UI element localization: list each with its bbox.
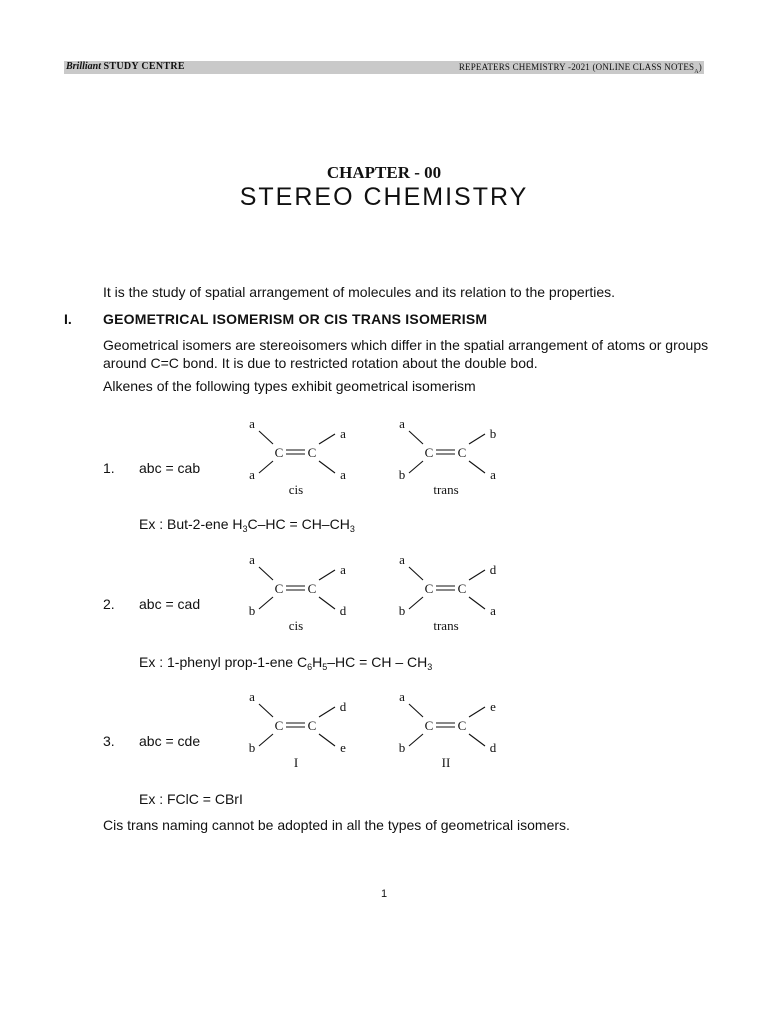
page-title: STEREO CHEMISTRY	[239, 183, 529, 211]
carbon-atom-left: C	[424, 581, 434, 596]
substituent-bottom-left: b	[398, 603, 406, 618]
bond-bottom-right	[469, 734, 485, 746]
structure-cis	[238, 548, 368, 638]
bond-top-right	[319, 707, 335, 717]
structure-trans	[388, 412, 518, 502]
carbon-atom-right: C	[307, 581, 317, 596]
bond-bottom-left	[259, 597, 273, 609]
structure-caption: I	[293, 755, 299, 770]
substituent-bottom-right: d	[489, 740, 497, 755]
bond-top-right	[319, 434, 335, 444]
substituent-bottom-right: d	[339, 603, 347, 618]
types-intro: Alkenes of the following types exhibit geometrical isomerism	[103, 378, 476, 394]
section-paragraph: Geometrical isomers are stereoisomers which differ in the spatial arrangement of atoms or groups around C=C bond. It is due to restricted rotation about the double bod.	[103, 337, 709, 371]
structure-caption: trans	[433, 618, 459, 633]
structure-caption: trans	[433, 482, 459, 497]
carbon-atom-left: C	[274, 445, 284, 460]
substituent-bottom-right: a	[340, 467, 346, 482]
case-number: 3.	[103, 733, 115, 749]
substituent-bottom-right: a	[490, 603, 496, 618]
page-number: 1	[380, 888, 388, 900]
bond-top-left	[259, 704, 273, 717]
substituent-bottom-left: b	[398, 740, 406, 755]
carbon-atom-left: C	[274, 581, 284, 596]
substituent-top-right: b	[489, 426, 497, 441]
substituent-top-left: a	[399, 416, 405, 431]
substituent-bottom-left: b	[248, 740, 256, 755]
bond-bottom-left	[409, 597, 423, 609]
bond-bottom-left	[409, 734, 423, 746]
structure-caption: II	[441, 755, 451, 770]
case-number: 1.	[103, 460, 115, 476]
section-heading: GEOMETRICAL ISOMERISM OR CIS TRANS ISOMERISM	[103, 311, 488, 327]
example-text: Ex : But-2-ene $H_3C-HC = CH-CH_3$	[139, 516, 355, 534]
case-type: abc = cde	[139, 733, 201, 749]
carbon-atom-right: C	[457, 445, 467, 460]
bond-top-left	[259, 431, 273, 444]
bond-top-right	[319, 570, 335, 580]
bond-bottom-right	[319, 597, 335, 609]
structure-trans	[388, 548, 518, 638]
case-type: abc = cad	[139, 596, 201, 612]
structure-cis	[238, 412, 368, 502]
structure-caption: cis	[288, 482, 304, 497]
example-text: Ex : 1-phenyl prop-1-ene $C_6H_5-HC$ = CH – $CH_3$	[139, 654, 433, 672]
bond-bottom-right	[469, 597, 485, 609]
chapter-label: CHAPTER - 00	[326, 163, 442, 182]
substituent-top-right: d	[489, 562, 497, 577]
intro-text: It is the study of spatial arrangement of molecules and its relation to the properties.	[103, 284, 616, 300]
header-course-title: REPEATERS CHEMISTRY -2021 (ONLINE CLASS $NOTES_A$)	[458, 62, 702, 75]
bond-bottom-left	[259, 734, 273, 746]
case-type: abc = cab	[139, 460, 201, 476]
bond-top-right	[469, 707, 485, 717]
substituent-top-left: a	[249, 689, 255, 704]
carbon-atom-left: C	[424, 445, 434, 460]
substituent-top-right: a	[340, 562, 346, 577]
bond-top-left	[409, 567, 423, 580]
substituent-top-left: a	[249, 552, 255, 567]
carbon-atom-right: C	[457, 718, 467, 733]
structure-isomer-i	[238, 685, 368, 775]
case-number: 2.	[103, 596, 115, 612]
bond-top-left	[259, 567, 273, 580]
bond-bottom-left	[409, 461, 423, 473]
substituent-bottom-left: b	[248, 603, 256, 618]
structure-caption: cis	[288, 618, 304, 633]
carbon-atom-right: C	[457, 581, 467, 596]
bond-bottom-left	[259, 461, 273, 473]
substituent-bottom-right: a	[490, 467, 496, 482]
substituent-top-left: a	[399, 689, 405, 704]
substituent-top-right: a	[340, 426, 346, 441]
substituent-bottom-right: e	[340, 740, 346, 755]
bond-bottom-right	[319, 734, 335, 746]
example-text: Ex : FClC = CBrI	[139, 791, 243, 807]
bond-top-right	[469, 434, 485, 444]
bond-top-left	[409, 704, 423, 717]
carbon-atom-left: C	[424, 718, 434, 733]
bond-top-right	[469, 570, 485, 580]
substituent-bottom-left: a	[249, 467, 255, 482]
bond-top-left	[409, 431, 423, 444]
carbon-atom-left: C	[274, 718, 284, 733]
carbon-atom-right: C	[307, 718, 317, 733]
bond-bottom-right	[319, 461, 335, 473]
carbon-atom-right: C	[307, 445, 317, 460]
bond-bottom-right	[469, 461, 485, 473]
substituent-top-right: e	[490, 699, 496, 714]
substituent-top-left: a	[249, 416, 255, 431]
substituent-top-right: d	[339, 699, 347, 714]
section-number: I.	[64, 311, 72, 327]
substituent-top-left: a	[399, 552, 405, 567]
substituent-bottom-left: b	[398, 467, 406, 482]
closing-text: Cis trans naming cannot be adopted in all the types of geometrical isomers.	[103, 817, 570, 833]
brand-logo: Brilliant STUDY CENTRE	[66, 61, 185, 72]
structure-isomer-ii	[388, 685, 518, 775]
